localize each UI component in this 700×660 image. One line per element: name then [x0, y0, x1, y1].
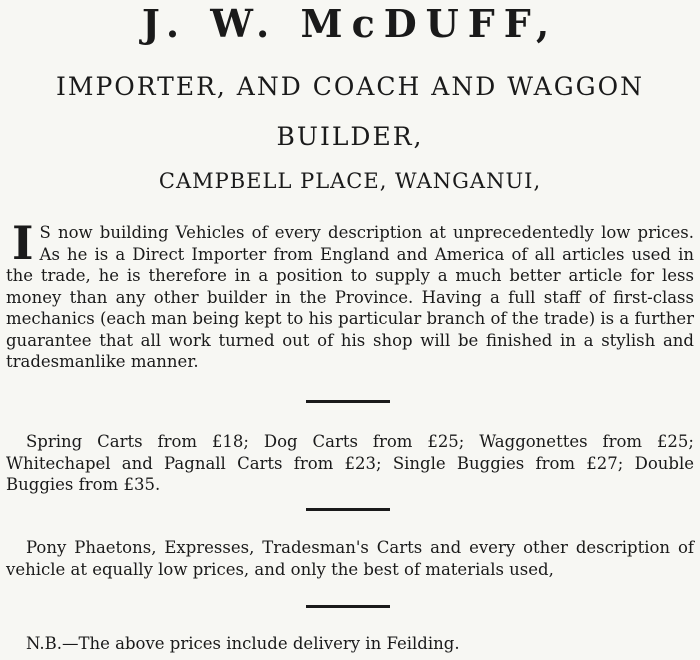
divider-rule — [306, 400, 390, 403]
intro-text: S now building Vehicles of every description at unprecedentedly low prices. As he is a Direct Importer from England and America of all articles used in the trade, he is therefore in a position to supply a much better article for less money than any other builder in the Province. Having a full staff of first-class mechanics (each man being kept to his particular branch of the trade) is a further guarantee that all work turned out of his shop will be finished in a stylish and tradesmanlike manner. — [6, 223, 694, 371]
business-description: IMPORTER, AND COACH AND WAGGON — [55, 72, 645, 101]
delivery-note: N.B.—The above prices include delivery in Feilding. — [26, 634, 460, 653]
business-description-continued: BUILDER, — [276, 122, 424, 151]
other-vehicles-paragraph: Pony Phaetons, Expresses, Tradesman's Carts and every other description of vehicle at equally low prices, and only the best of materials used, — [6, 538, 694, 579]
divider-rule — [306, 508, 390, 511]
prices-paragraph: Spring Carts from £18; Dog Carts from £25; Waggonettes from £25; Whitechapel and Pagnall Carts from £23; Single Buggies from £27; Double Buggies from £35. — [6, 432, 694, 494]
business-address: CAMPBELL PLACE, WANGANUI, — [158, 169, 542, 193]
business-name: J. W. McDUFF, — [141, 1, 559, 46]
drop-cap: I — [12, 216, 34, 270]
divider-rule — [306, 605, 390, 608]
intro-paragraph — [6, 216, 694, 373]
